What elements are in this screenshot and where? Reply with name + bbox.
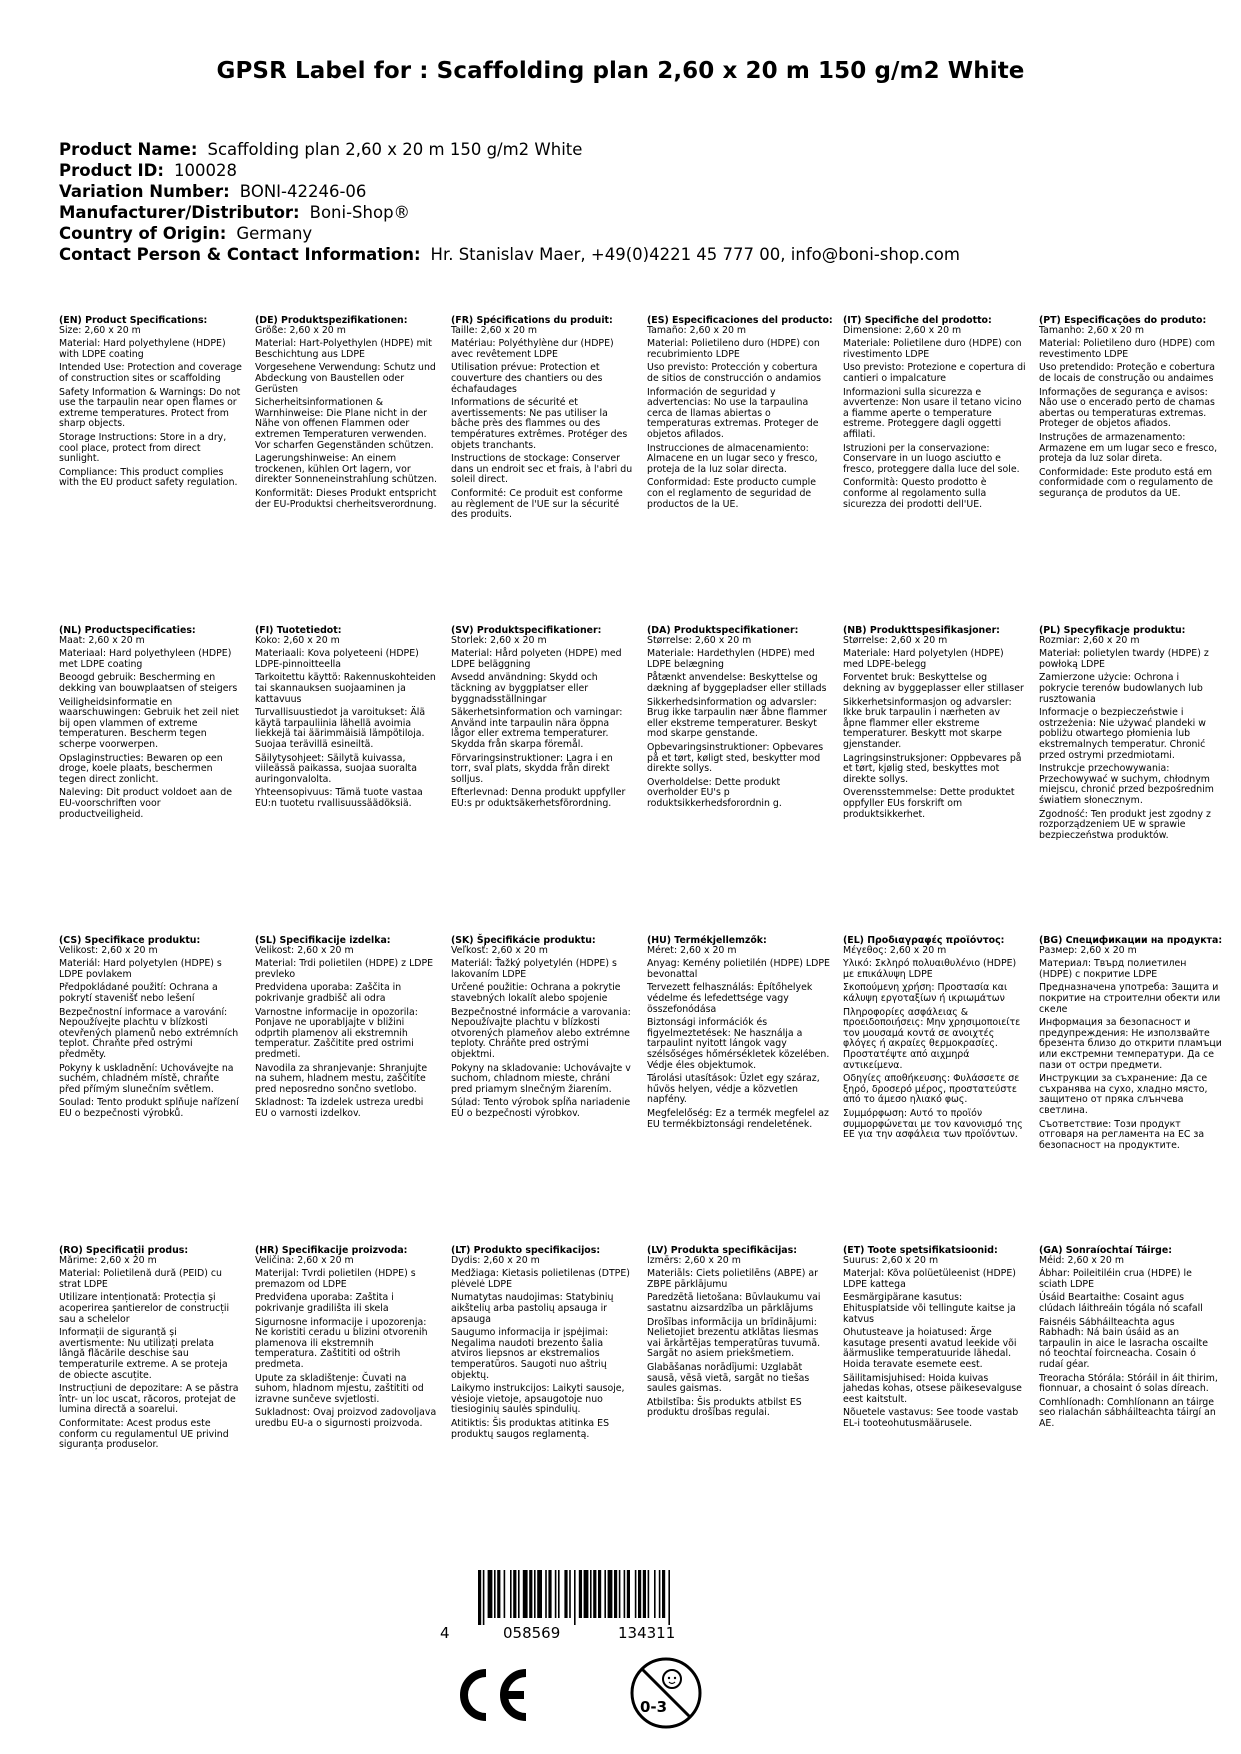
spec-line: Istruzioni per la conservazione: Conservare in un luogo asciutto e fresco, proteggere dalla luce del sole.	[843, 442, 1020, 475]
spec-line: Materiał: polietylen twardy (HDPE) z powłoką LDPE	[1039, 648, 1209, 670]
spec-block	[1039, 626, 1222, 844]
barcode-bar	[504, 1570, 506, 1618]
spec-line: Størrelse: 2,60 x 20 m	[647, 634, 752, 646]
spec-line: Drošības informācija un brīdinājumi: Nelietojiet brezentu atklātas liesmas vai ārkārtējas temperatūras tuvumā. Sargāt no asiem priekšmetiem.	[647, 1316, 821, 1360]
spec-line: Conformité: Ce produit est conforme au règlement de l'UE sur la sécurité des produits.	[451, 487, 623, 521]
spec-line: Treoracha Stórála: Stóráil in áit thirim, fionnuar, a chosaint ó solas díreach.	[1039, 1372, 1218, 1395]
spec-line: Материал: Твърд полиетилен (HDPE) с покритие LDPE	[1039, 958, 1187, 980]
spec-line: Úsáid Beartaithe: Cosaint agus clúdach láithreáin tógála nó scafall	[1039, 1292, 1203, 1314]
page-title: GPSR Label for : Scaffolding plan 2,60 x 20 m 150 g/m2 White	[216, 58, 1025, 84]
barcode-bar	[564, 1570, 567, 1618]
spec-line: Vorgesehene Verwendung: Schutz und Abdeckung von Baustellen oder Gerüsten	[255, 362, 436, 395]
barcode-bar	[598, 1570, 601, 1618]
spec-line: Συμμόρφωση: Αυτό το προϊόν συμμορφώνεται με τον κανονισμό της ΕΕ για την ασφάλεια των προϊόντων.	[843, 1107, 1023, 1141]
spec-block	[647, 315, 833, 513]
spec-line: Méid: 2,60 x 20 m	[1039, 1254, 1124, 1266]
spec-line: Ohutusteave ja hoiatused: Ärge kasutage presenti avatud leekide või äärmuslike temperatuuride lähedal. Hoida teravate esemete eest.	[843, 1327, 1017, 1370]
barcode-bar	[659, 1570, 661, 1618]
info-country: Country of Origin: Germany	[59, 224, 313, 243]
spec-line: Rozmiar: 2,60 x 20 m	[1039, 634, 1140, 646]
info-contact: Contact Person & Contact Information: Hr. Stanislav Maer, +49(0)4221 45 777 00, info@boni-shop.com	[59, 245, 960, 264]
spec-heading: (RO) Specificații produs:	[59, 1245, 189, 1256]
spec-line: Utilisation prévue: Protection et couverture des chantiers ou des échafaudages	[451, 362, 603, 395]
spec-block	[255, 316, 438, 513]
barcode-digits-2: 058569	[503, 1624, 561, 1642]
spec-line: Informações de segurança e avisos: Não use o encerado perto de chamas abertas ou temperaturas extremas. Proteger de objetos afiados.	[1039, 386, 1215, 430]
barcode-bar	[494, 1570, 496, 1618]
spec-line: Σκοπούμενη χρήση: Προστασία και κάλυψη εργοταξίων ή ικριωμάτων	[843, 982, 1008, 1004]
spec-line: Izmērs: 2,60 x 20 m	[647, 1254, 741, 1266]
info-variation-number: Variation Number: BONI-42246-06	[59, 182, 367, 201]
barcode-bar	[569, 1570, 571, 1618]
spec-line: Pokyny na skladovanie: Uchovávajte v suchom, chladnom mieste, chráni pred priamym slnečným žiarením.	[451, 1062, 631, 1095]
spec-line: Sukladnost: Ovaj proizvod zadovoljava uredbu EU-a o sigurnosti proizvoda.	[255, 1407, 437, 1429]
spec-line: Bezpečnostní informace a varování: Nepoužívejte plachtu v blízkosti otevřených plamenů nebo extrémních teplot. Chraňte před ostrými předměty.	[59, 1006, 239, 1060]
spec-block	[255, 936, 438, 1123]
info-product-name: Product Name: Scaffolding plan 2,60 x 20 m 150 g/m2 White	[59, 140, 583, 159]
spec-line: Atbilstība: Šis produkts atbilst ES produktu drošības regulai.	[647, 1396, 802, 1419]
barcode	[478, 1570, 728, 1625]
spec-line: Atitiktis: Šis produktas atitinka ES produktų saugos reglamentą.	[451, 1417, 610, 1440]
spec-heading: (BG) Спецификации на продукта:	[1039, 935, 1223, 946]
spec-line: Materiale: Hard polyetylen (HDPE) med LDPE-belegg	[843, 648, 1004, 670]
spec-line: Materiale: Hardethylen (HDPE) med LDPE belægning	[647, 648, 815, 670]
spec-line: Maat: 2,60 x 20 m	[59, 634, 145, 646]
spec-line: Ábhar: Poileitiléin crua (HDPE) le sciath LDPE	[1039, 1268, 1192, 1290]
spec-line: Förvaringsinstruktioner: Lagra i en torr, sval plats, skydda från direkt solljus.	[451, 752, 613, 785]
spec-line: Instruções de armazenamento: Armazene em um lugar seco e fresco, proteja da luz solar direta.	[1039, 431, 1218, 465]
spec-line: Tamanho: 2,60 x 20 m	[1039, 324, 1144, 336]
spec-line: Faisnéis Sábháilteachta agus Rabhadh: Ná bain úsáid as an tarpaulin in aice le lasracha oscailte nó teochtaí foircneacha. Cosain ó rudaí géar.	[1039, 1316, 1209, 1370]
spec-line: Zamierzone użycie: Ochrona i pokrycie terenów budowlanych lub rusztowania	[1039, 672, 1203, 705]
spec-line: Uso pretendido: Proteção e cobertura de locais de construção ou andaimes	[1039, 362, 1215, 384]
spec-heading: (NB) Produkttspesifikasjoner:	[843, 625, 1000, 636]
spec-line: Efterlevnad: Denna produkt uppfyller EU:s pr oduktsäkerhetsförordning.	[451, 787, 626, 809]
product-info	[59, 139, 960, 265]
spec-line: Skladnost: Ta izdelek ustreza uredbi EU o varnosti izdelkov.	[255, 1097, 424, 1119]
spec-block	[59, 316, 242, 492]
spec-line: Sikkerhetsinformasjon og advarsler: Ikke bruk tarpaulin i nærheten av åpne flammer eller ekstreme temperaturer. Beskytt mot skarpe gjenstander.	[843, 696, 1012, 750]
spec-line: Υλικό: Σκληρό πολυαιθυλένιο (HDPE) με επικάλυψη LDPE	[843, 958, 1017, 980]
spec-heading: (ET) Toote spetsifikatsioonid:	[843, 1245, 998, 1256]
barcode-bar	[534, 1570, 536, 1618]
spec-line: Safety Information & Warnings: Do not use the tarpaulin near open flames or extreme temperatures. Protect from sharp objects.	[59, 386, 241, 430]
spec-line: Biztonsági információk és figyelmeztetések: Ne használja a tarpaulint nyitott lángok vagy szélsőséges hőmérsékletek közelében. Védje éles objektumok.	[647, 1017, 830, 1071]
spec-line: Comhlíonadh: Comhlíonann an táirge seo rialachán sábháilteachta táirgí an AE.	[1039, 1396, 1216, 1429]
spec-line: Medžiaga: Kietasis polietilenas (DTPE) plėvelė LDPE	[451, 1268, 630, 1290]
spec-line: Megfelelőség: Ez a termék megfelel az EU termékbiztonsági rendeletének.	[647, 1107, 829, 1130]
spec-line: Säilitamisjuhised: Hoida kuivas jahedas kohas, otsese päikesevalguse eest kaitstult.	[843, 1372, 1022, 1405]
spec-heading: (GA) Sonraíochtaí Táirge:	[1039, 1245, 1172, 1256]
spec-line: Saugumo informacija ir įspėjimai: Negalima naudoti brezento šalia atviros liepsnos ar ekstremalios temperatūros. Saugoti nuo aštrių objektų.	[451, 1327, 609, 1381]
spec-line: Materijal: Tvrdi polietilen (HDPE) s premazom od LDPE	[255, 1268, 416, 1290]
spec-line: Veiligheidsinformatie en waarschuwingen: Gebruik het zeil niet bij open vlammen of extreme temperaturen. Bescherm tegen scherpe voorwerpen.	[59, 696, 239, 750]
barcode-bar	[668, 1570, 670, 1625]
info-manufacturer: Manufacturer/Distributor: Boni-Shop®	[59, 203, 411, 222]
spec-line: Overholdelse: Dette produkt overholder EU's p roduktsikkerhedsforordnin g.	[647, 776, 782, 809]
spec-line: Naleving: Dit product voldoet aan de EU-voorschriften voor productveiligheid.	[59, 787, 232, 820]
spec-block	[1039, 1246, 1222, 1433]
barcode-bar	[513, 1570, 516, 1618]
barcode-bar	[590, 1570, 592, 1618]
spec-line: Säilytysohjeet: Säilytä kuivassa, viileässä paikassa, suojaa suoralta auringonvalolta.	[255, 752, 417, 785]
barcode-bar	[593, 1570, 596, 1618]
spec-heading: (FI) Tuotetiedot:	[255, 625, 342, 636]
spec-line: Materiál: Ťažký polyetylén (HDPE) s lakovaním LDPE	[451, 958, 617, 980]
spec-line: Yhteensopivuus: Tämä tuote vastaa EU:n tuotetu rvallisuussäädöksiä.	[255, 787, 423, 809]
spec-block	[843, 316, 1026, 513]
spec-heading: (FR) Spécifications du produit:	[451, 315, 613, 326]
spec-line: Mărime: 2,60 x 20 m	[59, 1254, 157, 1266]
spec-line: Koko: 2,60 x 20 m	[255, 634, 340, 646]
spec-line: Forventet bruk: Beskyttelse og dekning av byggeplasser eller stillaser	[843, 672, 1024, 694]
spec-line: Beoogd gebruik: Bescherming en dekking van bouwplaatsen of steigers	[59, 672, 238, 694]
barcode-bar	[604, 1570, 606, 1618]
spec-line: Инструкции за съхранение: Да се съхранява на сухо, хладно място, защитено от пряка слънчева светлина.	[1039, 1073, 1208, 1116]
spec-block	[59, 1246, 242, 1454]
spec-block	[451, 1246, 634, 1443]
barcode-bar	[537, 1570, 542, 1618]
spec-heading: (HR) Specifikacije proizvoda:	[255, 1245, 408, 1256]
spec-line: Materiale: Polietilene duro (HDPE) con rivestimento LDPE	[843, 338, 1022, 360]
spec-line: Размер: 2,60 x 20 m	[1039, 944, 1137, 956]
barcode-bar	[529, 1570, 532, 1618]
spec-line: Material: Trdi polietilen (HDPE) z LDPE prevleko	[255, 958, 434, 980]
barcode-bar	[608, 1570, 613, 1618]
spec-block	[451, 626, 634, 813]
spec-block	[647, 936, 830, 1133]
spec-line: Información de seguridad y advertencias: No use la tarpaulina cerca de llamas abiertas o temperaturas extremas. Proteger de objetos afilados.	[647, 386, 819, 440]
spec-line: Materiál: Hard polyetylen (HDPE) s LDPE povlakem	[59, 958, 222, 980]
spec-heading: (DE) Produktspezifikationen:	[255, 315, 408, 326]
spec-heading: (SL) Specifikacije izdelka:	[255, 935, 391, 946]
barcode-bar	[643, 1570, 646, 1618]
spec-line: Säkerhetsinformation och varningar: Använd inte tarpaulin nära öppna lågor eller extrema temperaturer. Skydda från skarpa föremål.	[451, 707, 623, 750]
spec-line: Material: Polietileno duro (HDPE) con recubrimiento LDPE	[647, 338, 820, 360]
spec-heading: (PL) Specyfikacje produktu:	[1039, 625, 1186, 636]
spec-line: Matériau: Polyéthylène dur (HDPE) avec revêtement LDPE	[451, 338, 614, 360]
spec-heading: (HU) Termékjellemzők:	[647, 935, 767, 946]
spec-heading: (CS) Specifikace produktu:	[59, 935, 201, 946]
barcode-bar	[635, 1570, 637, 1618]
spec-line: Anyag: Kemény polietilén (HDPE) LDPE bevonattal	[647, 958, 830, 980]
age-label: 0-3	[640, 1698, 668, 1716]
spec-line: Navodila za shranjevanje: Shranjujte na suhem, hladnem mestu, zaščitite pred neposredno sončno svetlobo.	[255, 1062, 428, 1095]
barcode-bar	[654, 1570, 656, 1618]
spec-line: Určené použitie: Ochrana a pokrytie stavebných lokalít alebo spojenie	[451, 982, 621, 1004]
spec-line: Glabāšanas norādījumi: Uzglabāt sausā, vēsā vietā, sargāt no tiešas saules gaismas.	[647, 1361, 810, 1395]
spec-line: Conformidad: Este producto cumple con el reglamento de seguridad de productos de la UE.	[647, 477, 817, 510]
spec-line: Predvidena uporaba: Zaščita in pokrivanje gradbišč ali odra	[255, 982, 402, 1004]
spec-line: Upute za skladištenje: Čuvati na suhom, hladnom mjestu, zaštititi od izravne sunčeve svjetlosti.	[255, 1372, 424, 1405]
spec-line: Overensstemmelse: Dette produktet oppfyller EUs forskrift om produktsikkerhet.	[843, 787, 1015, 820]
spec-line: Eesmärgipärane kasutus: Ehitusplatside või tellingute kaitse ja katvus	[843, 1292, 1016, 1325]
spec-line: Informacje o bezpieczeństwie i ostrzeżenia: Nie używać plandeki w pobliżu otwartego płomienia lub ekstremalnych temperatur. Chronić przed ostrymi przedmiotami.	[1039, 707, 1206, 761]
spec-line: Uso previsto: Protección y cobertura de sitios de construcción o andamios	[647, 362, 821, 384]
spec-line: Informations de sécurité et avertissements: Ne pas utiliser la bâche près des flammes ou des températures extrêmes. Protéger des objets tranchants.	[451, 397, 628, 451]
spec-heading: (SK) Špecifikácie produktu:	[451, 935, 596, 946]
spec-line: Sicherheitsinformationen & Warnhinweise: Die Plane nicht in der Nähe von offenen Flammen oder extremen Temperaturen verwenden. Vor scharfen Gegenständen schützen.	[255, 397, 434, 451]
spec-line: Veličina: 2,60 x 20 m	[255, 1254, 354, 1266]
barcode-bar	[518, 1570, 520, 1618]
barcode-digit-1: 4	[440, 1624, 450, 1642]
spec-line: Konformität: Dieses Produkt entspricht der EU-Produktsi cherheitsverordnung.	[255, 487, 437, 510]
spec-line: Materiaal: Hard polyethyleen (HDPE) met LDPE coating	[59, 648, 232, 670]
spec-line: Conformidade: Este produto está em conformidade com o regulamento de segurança de produtos da UE.	[1039, 466, 1214, 499]
spec-heading: (IT) Specifiche del prodotto:	[843, 315, 992, 326]
spec-line: Velikost: 2,60 x 20 m	[255, 944, 354, 956]
barcode-bar	[638, 1570, 641, 1618]
barcode-bar	[579, 1570, 582, 1618]
spec-line: Utilizare intenționată: Protecția și acoperirea șantierelor de construcții sau a schelelor	[59, 1292, 230, 1325]
spec-line: Compliance: This product complies with the EU product safety regulation.	[59, 466, 238, 489]
spec-line: Súlad: Tento výrobok spĺňa nariadenie EÚ o bezpečnosti výrobkov.	[451, 1097, 631, 1119]
spec-block	[255, 626, 438, 813]
spec-line: Méret: 2,60 x 20 m	[647, 944, 737, 956]
spec-line: Numatytas naudojimas: Statybinių aikštelių arba pastolių apsauga ir apsauga	[451, 1292, 614, 1325]
spec-line: Material: Hard polyethylene (HDPE) with LDPE coating	[59, 338, 226, 360]
spec-heading: (NL) Productspecificaties:	[59, 625, 196, 636]
spec-block	[451, 936, 634, 1123]
spec-block	[1039, 316, 1222, 503]
spec-line: Storlek: 2,60 x 20 m	[451, 634, 547, 646]
spec-line: Nõuetele vastavus: See toode vastab EL-i tooteohutusmäärusele.	[843, 1407, 1019, 1429]
spec-line: Dydis: 2,60 x 20 m	[451, 1254, 540, 1266]
spec-line: Velikost: 2,60 x 20 m	[59, 944, 158, 956]
barcode-bar	[574, 1570, 576, 1625]
spec-line: Conformità: Questo prodotto è conforme al regolamento sulla sicurezza dei prodotti dell'UE.	[843, 477, 987, 510]
spec-line: Информация за безопасност и предупреждения: Не използвайте брезента близо до открити пламъци или екстремни температури. Да се пази от остри предмети.	[1039, 1017, 1222, 1071]
spec-line: Veľkosť: 2,60 x 20 m	[451, 944, 548, 956]
spec-line: Tárolási utasítások: Üzlet egy száraz, hűvös helyen, védje a közvetlen napfény.	[647, 1073, 820, 1106]
spec-line: Sigurnosne informacije i upozorenja: Ne koristiti ceradu u blizini otvorenih plamenova ili ekstremnih temperatura. Zaštititi od oštrih predmeta.	[255, 1316, 428, 1370]
barcode-bar	[558, 1570, 560, 1618]
spec-line: Materjal: Kõva polüetüleenist (HDPE) LDPE kattega	[843, 1268, 1016, 1290]
spec-line: Lagerungshinweise: An einem trockenen, kühlen Ort lagern, vor direkter Sonneneinstrahlung schützen.	[255, 453, 438, 486]
spec-line: Påtænkt anvendelse: Beskyttelse og dækning af byggepladser eller stillads	[647, 672, 827, 694]
spec-line: Größe: 2,60 x 20 m	[255, 324, 346, 336]
spec-line: Opslaginstructies: Bewaren op een droge, koele plaats, beschermen tegen direct zonlicht.	[59, 752, 223, 785]
spec-block	[59, 626, 242, 823]
spec-line: Tarkoitettu käyttö: Rakennuskohteiden tai skannauksen suojaaminen ja kattavuus	[255, 672, 436, 705]
spec-line: Materiaali: Kova polyeteeni (HDPE) LDPE-pinnoitteella	[255, 648, 419, 670]
spec-line: Soulad: Tento produkt splňuje nařízení EU o bezpečnosti výrobků.	[59, 1097, 239, 1119]
spec-block	[255, 1246, 438, 1433]
barcode-bar	[555, 1570, 557, 1618]
barcode-bar	[483, 1570, 485, 1625]
spec-line: Instrucciones de almacenamiento: Almacene en un lugar seco y fresco, proteja de la luz solar directa.	[647, 442, 818, 475]
spec-line: Avsedd användning: Skydd och täckning av byggplatser eller byggnadsställningar	[451, 672, 598, 705]
barcode-bar	[584, 1570, 589, 1618]
spec-line: Opbevaringsinstruktioner: Opbevares på et tørt, køligt sted, beskytter mod direkte sollys.	[647, 741, 824, 775]
spec-line: Varnostne informacije in opozorila: Ponjave ne uporabljajte v bližini odprtih plamenov ali ekstremnih temperatur. Zaščitite pred ostrimi predmeti.	[255, 1006, 418, 1060]
spec-line: Uso previsto: Protezione e copertura di cantieri o impalcature	[843, 362, 1026, 384]
barcode-bar	[627, 1570, 630, 1618]
spec-line: Zgodność: Ten produkt jest zgodny z rozporządzeniem UE w sprawie bezpieczeństwa produktów.	[1039, 808, 1211, 841]
spec-line: Instrukcje przechowywania: Przechowywać w suchym, chłodnym miejscu, chronić przed bezpośrednim światłem słonecznym.	[1039, 763, 1214, 806]
spec-line: Πληροφορίες ασφάλειας & προειδοποιήσεις: Μην χρησιμοποιείτε τον μουσαμά κοντά σε ανοιχτές φλόγες ή ακραίες θερμοκρασίες. Προστατέψτε από αιχμηρά αντικείμενα.	[843, 1006, 1021, 1071]
spec-line: Material: Hård polyeten (HDPE) med LDPE beläggning	[451, 648, 622, 670]
spec-line: Bezpečnostné informácie a varovania: Nepoužívajte plachtu v blízkosti otvorených plameňov alebo extrémne teploty. Chráňte pred ostrými objektmi.	[451, 1006, 631, 1060]
spec-line: Sikkerhedsinformation og advarsler: Brug ikke tarpaulin nær åbne flammer eller ekstreme temperaturer. Beskyt mod skarpe genstande.	[647, 696, 827, 740]
spec-line: Dimensione: 2,60 x 20 m	[843, 324, 962, 336]
spec-heading: (SV) Produktspecifikationer:	[451, 625, 602, 636]
spec-line: Material: Hart-Polyethylen (HDPE) mit Beschichtung aus LDPE	[255, 338, 432, 360]
spec-line: Μέγεθος: 2,60 x 20 m	[843, 944, 947, 956]
spec-heading: (LT) Produkto specifikacijos:	[451, 1245, 601, 1256]
spec-line: Informazioni sulla sicurezza e avvertenze: Non usare il tetano vicino a fiamme aperte o temperature estreme. Proteggere dagli oggetti affilati.	[843, 386, 1022, 440]
spec-line: Size: 2,60 x 20 m	[59, 324, 141, 336]
spec-line: Instructions de stockage: Conserver dans un endroit sec et frais, à l'abri du soleil direct.	[451, 453, 633, 486]
barcode-bar	[648, 1570, 650, 1618]
spec-line: Instrucțiuni de depozitare: A se păstra într- un loc uscat, răcoros, protejat de lumina directă a soarelui.	[59, 1383, 239, 1416]
barcode-bar	[510, 1570, 512, 1618]
spec-line: Lagringsinstruksjoner: Oppbevares på et tørt, kjølig sted, beskyttes mot direkte sollys.	[843, 752, 1022, 785]
barcode-bar	[662, 1570, 665, 1618]
spec-line: Tervezett felhasználás: Építőhelyek védelme és lefedettsége vagy összefonódása	[647, 982, 813, 1015]
spec-line: Informații de siguranță și avertismente: Nu utilizați prelata lângă flăcările deschise sau temperaturile extreme. A se proteja de obiecte ascuțite.	[59, 1327, 228, 1381]
spec-line: Predviđena uporaba: Zaštita i pokrivanje gradilišta ili skela	[255, 1292, 394, 1314]
spec-heading: (LV) Produkta specifikācijas:	[647, 1245, 797, 1256]
spec-block	[1039, 936, 1222, 1154]
spec-heading: (EL) Προδιαγραφές προϊόντος:	[843, 935, 1005, 946]
spec-line: Material: Polietileno duro (HDPE) com revestimento LDPE	[1039, 338, 1215, 360]
spec-line: Tamaño: 2,60 x 20 m	[647, 324, 747, 336]
spec-line: Materiāls: Ciets polietilēns (ABPE) ar ZBPE pārklājumu	[647, 1268, 819, 1290]
barcode-bar	[614, 1570, 617, 1618]
not-for-children-0-3-icon	[628, 1655, 704, 1731]
spec-line: Paredzētā lietošana: Būvlaukumu vai sastatnu aizsardzība un pārklājums	[647, 1292, 821, 1314]
spec-block	[59, 936, 242, 1123]
spec-line: Laikymo instrukcijos: Laikyti sausoje, vėsioje vietoje, apsaugotoje nuo tiesioginių saulės spindulių.	[451, 1383, 625, 1416]
spec-block	[843, 936, 1026, 1144]
spec-block	[451, 316, 634, 524]
spec-line: Turvallisuustiedot ja varoitukset: Älä käytä tarpauliinia lähellä avoimia liekkejä tai äärimmäisiä lämpötiloja. Suojaa terävillä esineiltä.	[255, 707, 426, 750]
spec-line: Intended Use: Protection and coverage of construction sites or scaffolding	[59, 362, 242, 384]
barcode-bar	[545, 1570, 547, 1618]
spec-line: Storage Instructions: Store in a dry, cool place, protect from direct sunlight.	[59, 431, 227, 465]
spec-line: Pokyny k uskladnění: Uchovávejte na suchém, chladném místě, chraňte před přímým slunečním světlem.	[59, 1062, 234, 1095]
spec-heading: (PT) Especificações do produto:	[1039, 315, 1207, 326]
ce-mark-icon	[452, 1665, 532, 1725]
barcode-digits-3: 134311	[618, 1624, 676, 1642]
spec-line: Οδηγίες αποθήκευσης: Φυλάσσετε σε ξηρό, δροσερό μέρος, προστατεύστε από το άμεσο ηλιακό φως.	[843, 1073, 1020, 1106]
barcode-bar	[624, 1570, 626, 1618]
spec-line: Предназначена употреба: Защита и покритие на строителни обекти или скеле	[1039, 982, 1221, 1015]
spec-line: Suurus: 2,60 x 20 m	[843, 1254, 939, 1266]
spec-line: Størrelse: 2,60 x 20 m	[843, 634, 948, 646]
spec-heading: (EN) Product Specifications:	[59, 315, 208, 326]
barcode-bar	[523, 1570, 528, 1618]
barcode-bar	[497, 1570, 500, 1618]
spec-block	[843, 1246, 1026, 1433]
spec-block	[647, 626, 830, 813]
spec-line: Съответствие: Този продукт отговаря на регламента на ЕС за безопасност на продуктите.	[1039, 1118, 1205, 1151]
spec-line: Material: Polietilenă dură (PEID) cu strat LDPE	[59, 1268, 222, 1290]
spec-block	[843, 626, 1026, 823]
info-product-id: Product ID: 100028	[59, 161, 237, 180]
barcode-bar	[619, 1570, 621, 1618]
spec-heading: (DA) Produktspecifikationer:	[647, 625, 799, 636]
spec-line: Předpokládané použití: Ochrana a pokrytí stavenišť nebo lešení	[59, 982, 218, 1004]
barcode-bar	[488, 1570, 493, 1618]
spec-line: Conformitate: Acest produs este conform cu regulamentul UE privind siguranța produselor.	[59, 1417, 229, 1451]
barcode-bar	[478, 1570, 481, 1625]
barcode-bar	[548, 1570, 551, 1618]
spec-block	[647, 1246, 830, 1422]
spec-line: Taille: 2,60 x 20 m	[451, 324, 538, 336]
spec-heading: (ES) Especificaciones del producto:	[647, 315, 833, 326]
